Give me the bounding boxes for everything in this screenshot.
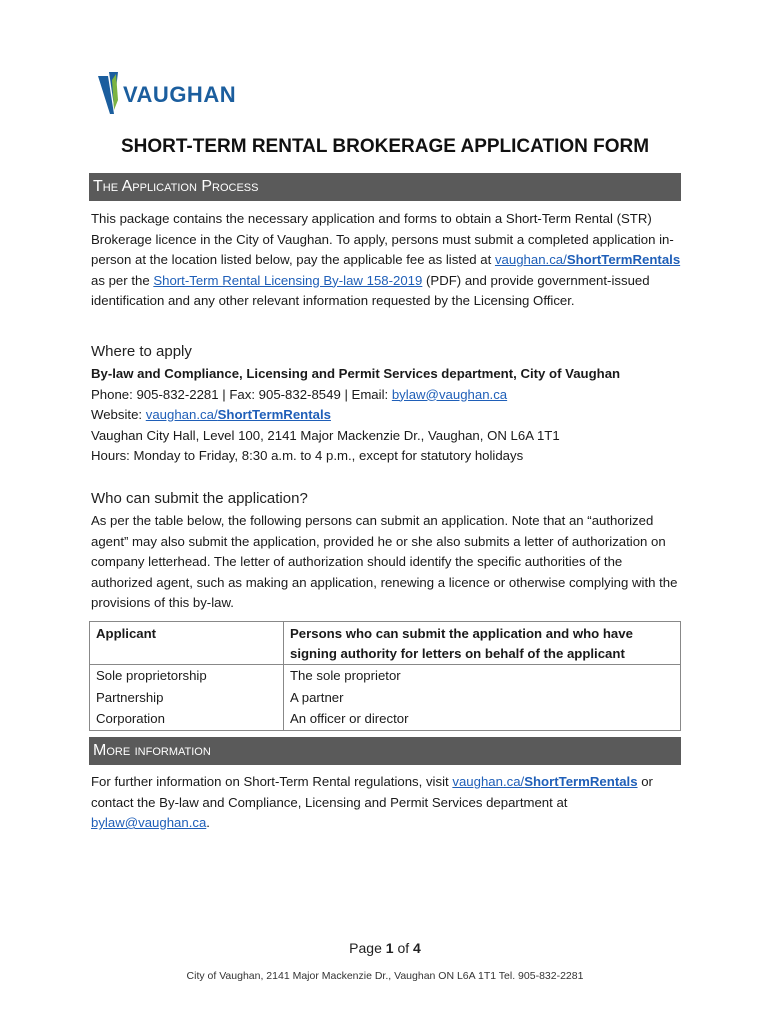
intro-paragraph: This package contains the necessary application and forms to obtain a Short-Term Rental (STR) Brokerage licence in the City of Vaughan. To apply, persons must submit a completed application in-person at the location listed below, pay the applicable fee as listed at vaughan.ca/ShortTermRentals as per the Short-Term Rental Licensing By-law 158-2019 (PDF) and provide government-issued identification and any other relevant information requested by the Licensing Officer. [91, 211, 681, 308]
table-cell-persons: The sole proprietor [284, 665, 681, 687]
footer-address: City of Vaughan, 2141 Major Mackenzie Dr., Vaughan ON L6A 1T1 Tel. 905-832-2281 [186, 970, 584, 982]
table-row [90, 708, 681, 730]
where-to-apply-details [91, 364, 681, 467]
who-can-submit-paragraph: As per the table below, the following persons can submit an application. Note that an “authorized agent” may also submit the application, provided he or she also submits a letter of authorization on company letterhead. The letter of authorization should identify the specific authorities of the authorized agent, such as making an application, renewing a licence or otherwise complying with the provisions of this by-law. [91, 513, 678, 610]
more-info-paragraph: For further information on Short-Term Rental regulations, visit vaughan.ca/ShortTermRentals or contact the By-law and Compliance, Licensing and Permit Services department at bylaw@vaughan.ca. [91, 774, 653, 830]
table-row [90, 665, 681, 687]
contact-line: Phone: 905-832-2281 | Fax: 905-832-8549 | Email: bylaw@vaughan.ca [91, 386, 508, 402]
more-info-website-link[interactable]: vaughan.ca/ShortTermRentals [452, 774, 638, 789]
applicant-table [89, 621, 681, 731]
address-line: Vaughan City Hall, Level 100, 2141 Major Mackenzie Dr., Vaughan, ON L6A 1T1 [91, 427, 560, 443]
website-link[interactable]: vaughan.ca/ShortTermRentals [145, 407, 331, 422]
email-link[interactable]: bylaw@vaughan.ca [391, 386, 508, 402]
table-cell-applicant: Sole proprietorship [90, 665, 284, 687]
section-heading-application-process: The Application Process [89, 173, 681, 201]
page-number: Page 1 of 4 [349, 940, 421, 956]
table-header-applicant: Applicant [90, 622, 284, 665]
table-cell-persons: An officer or director [284, 708, 681, 730]
bylaw-pdf-link[interactable]: Short-Term Rental Licensing By-law 158-2019 [153, 272, 423, 288]
table-row [90, 687, 681, 709]
table-cell-persons: A partner [284, 687, 681, 709]
table-header-persons: Persons who can submit the application and who have signing authority for letters on behalf of the applicant [284, 622, 681, 665]
who-can-submit-heading: Who can submit the application? [91, 490, 308, 507]
table-cell-applicant: Partnership [90, 687, 284, 709]
department-name: By-law and Compliance, Licensing and Permit Services department, City of Vaughan [91, 366, 621, 381]
where-to-apply-heading: Where to apply [91, 343, 192, 360]
table-header-row [90, 622, 681, 665]
website-line: Website: vaughan.ca/ShortTermRentals [91, 407, 331, 422]
more-info-email-link[interactable]: bylaw@vaughan.ca [91, 815, 207, 830]
str-website-link[interactable]: vaughan.ca/ShortTermRentals [494, 252, 681, 267]
vaughan-logo-mark-icon [96, 70, 126, 120]
table-cell-applicant: Corporation [90, 708, 284, 730]
page-title: SHORT-TERM RENTAL BROKERAGE APPLICATION FORM [120, 136, 650, 157]
logo-wordmark: VAUGHAN [123, 82, 237, 107]
vaughan-logo [96, 70, 256, 120]
hours-line: Hours: Monday to Friday, 8:30 a.m. to 4 p.m., except for statutory holidays [91, 448, 524, 463]
section-heading-more-information: More information [89, 737, 681, 765]
